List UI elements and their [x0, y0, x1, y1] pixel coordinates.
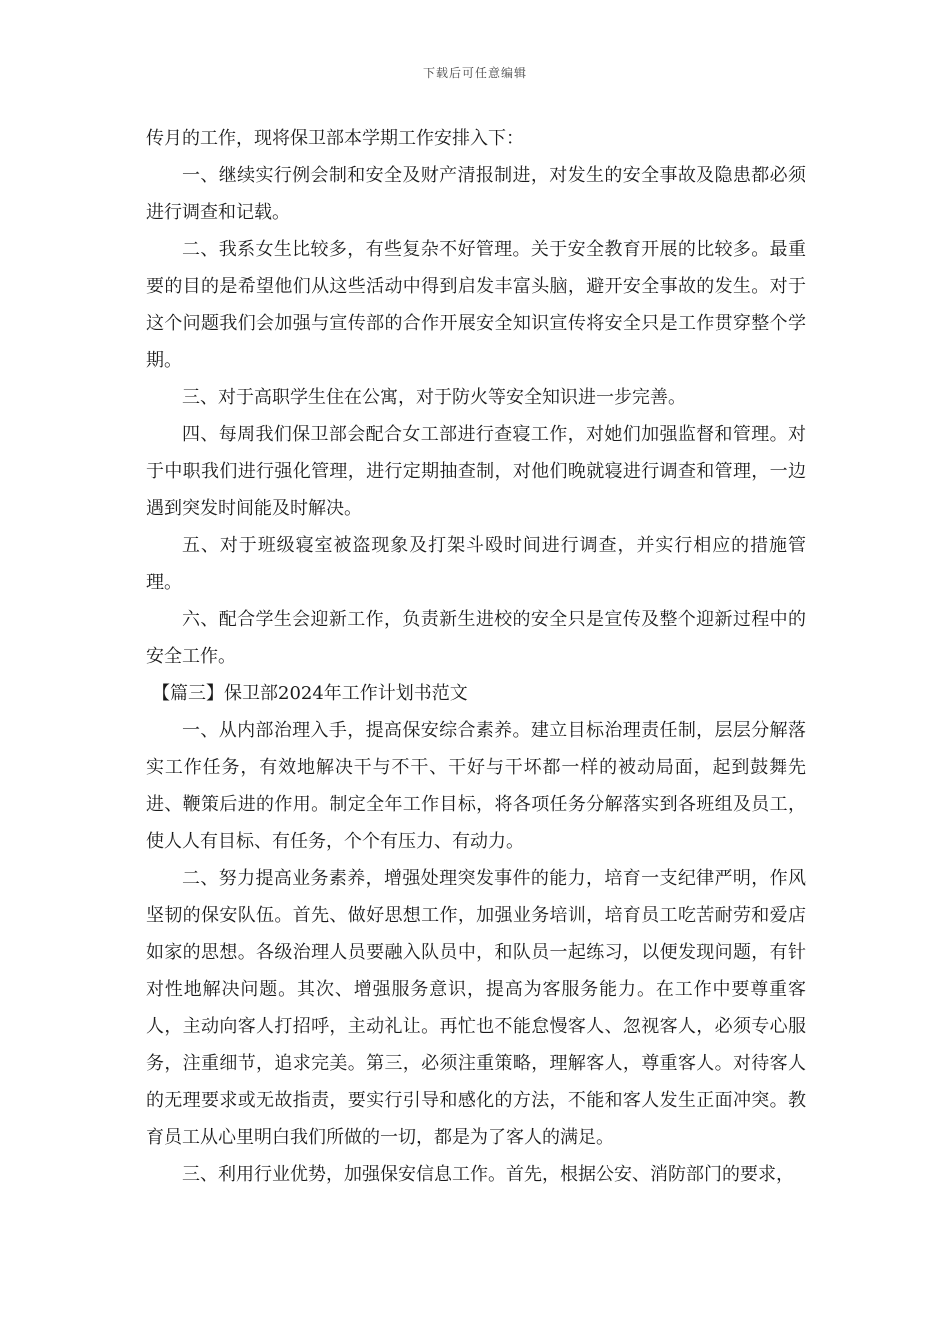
paragraph-item-4: 四、每周我们保卫部会配合女工部进行查寝工作，对她们加强监督和管理。对于中职我们进行强化管理，进行定期抽查制，对他们晚就寝进行调查和管理，一边遇到突发时间能及时解决。: [146, 424, 806, 519]
header-note: 下载后可任意编辑: [422, 66, 527, 80]
paragraph-item-6: 六、配合学生会迎新工作，负责新生进校的安全只是宣传及整个迎新过程中的安全工作。: [146, 609, 806, 667]
paragraph-intro: 传月的工作，现将保卫部本学期工作安排入下：: [146, 128, 524, 149]
paragraph-section3-item-2: 二、努力提高业务素养，增强处理突发事件的能力，培育一支纪律严明，作风坚韧的保安队伍。首先、做好思想工作，加强业务培训，培育员工吃苦耐劳和爱店如家的思想。各级治理人员要融入队员中，和队员一起练习，以便发现问题，有针对性地解决问题。其次、增强服务意识，提高为客服务能力。在工作中要尊重客人，主动向客人打招呼，主动礼让。再忙也不能怠慢客人、忽视客人，必须专心服务，注重细节，追求完美。第三，必须注重策略，理解客人，尊重客人。对待客人的无理要求或无故指责，要实行引导和感化的方法，不能和客人发生正面冲突。教育员工从心里明白我们所做的一切，都是为了客人的满足。: [146, 868, 806, 1148]
paragraph-item-5: 五、对于班级寝室被盗现象及打架斗殴时间进行调查，并实行相应的措施管理。: [146, 535, 806, 593]
paragraph-section3-item-3: 三、利用行业优势，加强保安信息工作。首先，根据公安、消防部门的要求，: [182, 1164, 794, 1185]
document-body: [146, 120, 806, 1193]
paragraph-section3-item-1: 一、从内部治理入手，提高保安综合素养。建立目标治理责任制，层层分解落实工作任务，有效地解决干与不干、干好与干坏都一样的被动局面，起到鼓舞先进、鞭策后进的作用。制定全年工作目标，将各项任务分解落实到各班组及员工，使人人有目标、有任务，个个有压力、有动力。: [146, 720, 806, 852]
section-heading: 【篇三】保卫部2024年工作计划书范文: [152, 683, 468, 704]
paragraph-item-1: 一、继续实行例会制和安全及财产清报制进，对发生的安全事故及隐患都必须进行调查和记载。: [146, 165, 806, 223]
paragraph-item-2: 二、我系女生比较多，有些复杂不好管理。关于安全教育开展的比较多。最重要的目的是希望他们从这些活动中得到启发丰富头脑，避开安全事故的发生。对于这个问题我们会加强与宣传部的合作开展安全知识宣传将安全只是工作贯穿整个学期。: [146, 239, 806, 371]
paragraph-item-3: 三、对于高职学生住在公寓，对于防火等安全知识进一步完善。: [182, 387, 686, 408]
